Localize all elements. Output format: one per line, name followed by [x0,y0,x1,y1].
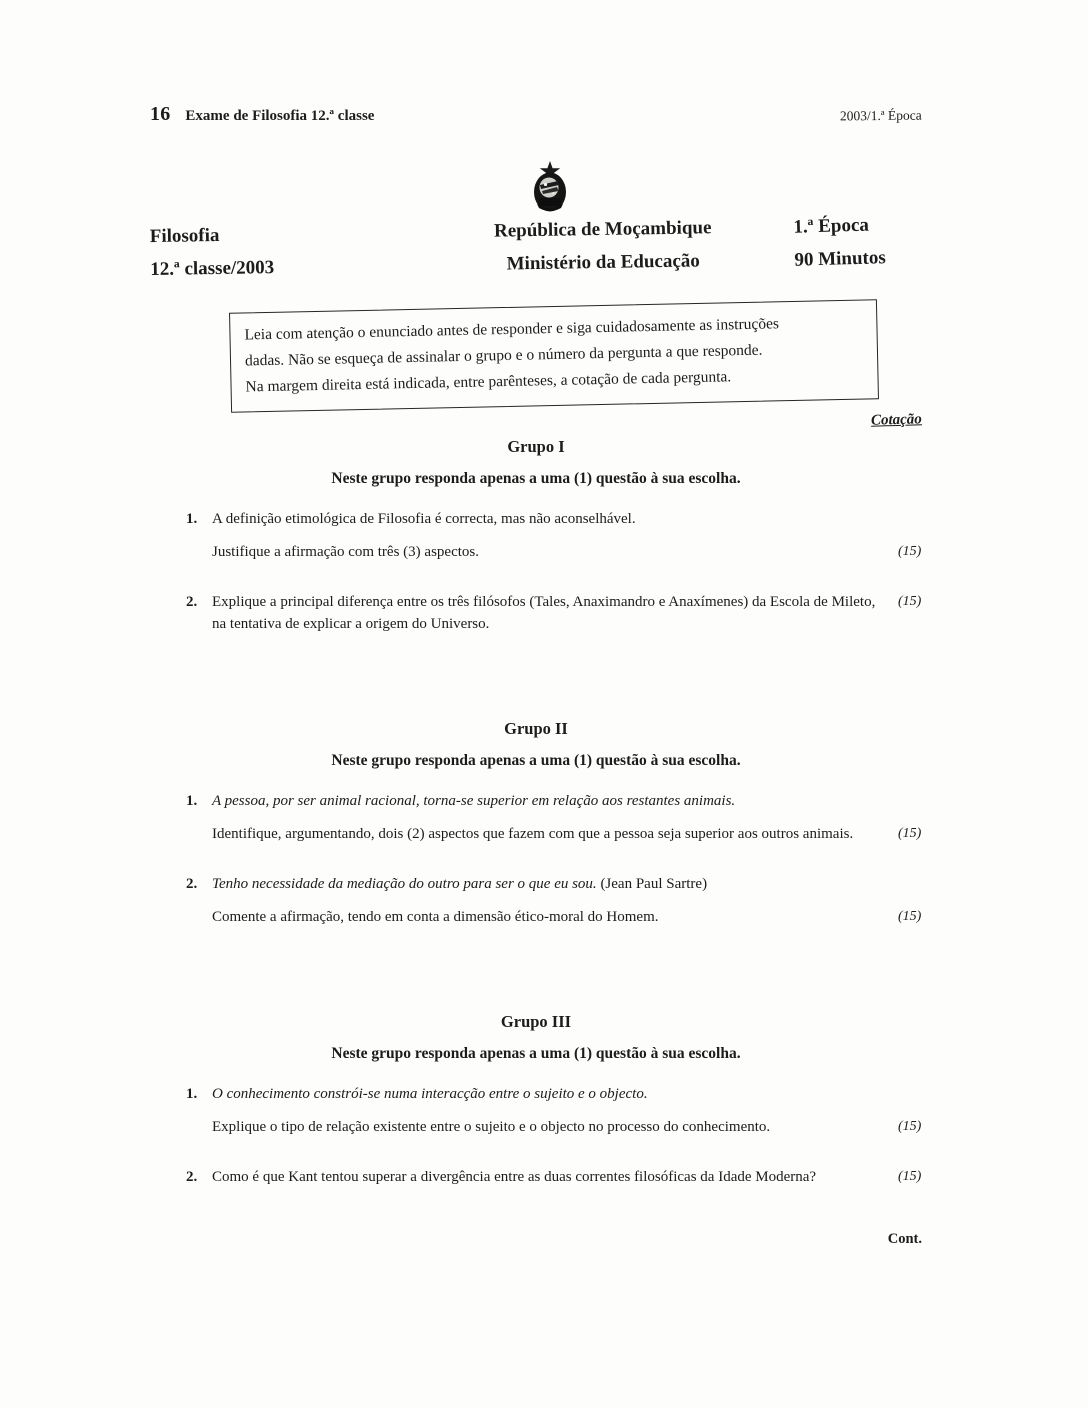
question-task-text: Como é que Kant tentou superar a divergência entre as duas correntes filosóficas da Idade Moderna? [212,1169,817,1185]
question-body [212,508,922,563]
question-statement [212,873,884,895]
question-score: (15) [898,909,922,924]
question-score: (15) [898,594,922,609]
question-number: 2. [186,876,198,892]
question [150,591,922,635]
question [150,873,922,928]
masthead-right [793,207,923,277]
question-body [212,873,922,928]
instruction-line: Leia com atenção o enunciado antes de responder e siga cuidadosamente as instruções [244,315,780,344]
ministry-label: Ministério da Educação [506,250,700,275]
subject-label: Filosofia [149,224,220,248]
question-body [212,591,922,635]
question-number: 1. [186,1086,198,1102]
masthead-center [411,210,794,282]
question [150,1083,922,1138]
class-year-label: 12.ª classe/2003 [150,257,275,281]
group-i [150,437,922,635]
edition-label: 2003/1.ª Época [840,107,923,124]
instruction-line: Na margem direita está indicada, entre parênteses, a cotação de cada pergunta. [245,368,732,396]
mozambique-coat-of-arms-icon [523,160,577,214]
group-title: Grupo II [504,719,568,738]
question-task-text: Comente a afirmação, tendo em conta a dimensão ético-moral do Homem. [212,909,659,925]
question-score: (15) [898,1169,922,1184]
question-body [212,790,922,845]
question-score: (15) [898,1119,922,1134]
running-head [150,103,922,126]
question-task [212,541,922,563]
question-statement-attribution: (Jean Paul Sartre) [596,876,708,892]
question-task-text: Justifique a afirmação com três (3) aspectos. [212,544,479,560]
group-ii [150,719,922,928]
question-number: 2. [186,594,198,610]
score-header-row [150,411,922,429]
question-body [212,1083,922,1138]
question-body [212,1166,922,1188]
instruction-box [229,299,879,413]
group-iii [150,1012,922,1188]
footer-row [150,1230,922,1248]
question-statement: O conhecimento constrói-se numa interacção entre o sujeito e o objecto. [212,1086,648,1102]
instruction-line: dadas. Não se esqueça de assinalar o grupo e o número da pergunta a que responde. [244,341,763,370]
group-title: Grupo III [500,1012,572,1031]
continuation-label: Cont. [887,1231,922,1247]
group-questions [150,1083,922,1188]
question-task [212,1116,922,1138]
question [150,790,922,845]
question-statement: A definição etimológica de Filosofia é correcta, mas não aconselhável. [212,511,636,527]
group-questions [150,790,922,928]
country-label: República de Moçambique [493,217,712,242]
question-task-text: Identifique, argumentando, dois (2) aspectos que fazem com que a pessoa seja superior aos outros animais. [212,826,854,842]
question-task [212,1166,922,1188]
page-content [150,0,922,1248]
question-task [212,591,922,635]
question-task-text: Explique o tipo de relação existente entre o sujeito e o objecto no processo do conhecimento. [212,1119,771,1135]
epoch-label: 1.ª Época [793,214,870,238]
running-head-left [150,103,374,126]
question-task-text: Explique a principal diferença entre os três filósofos (Tales, Anaximandro e Anaxímenes) da Escola de Mileto, na tentativa de explicar a origem do Universo. [212,594,876,632]
question-score: (15) [898,826,922,841]
group-title: Grupo I [507,437,565,456]
page-number: 16 [150,103,171,125]
group-instruction: Neste grupo responda apenas a uma (1) questão à sua escolha. [331,1045,741,1062]
question [150,1166,922,1188]
masthead-left [150,216,413,286]
group-instruction: Neste grupo responda apenas a uma (1) questão à sua escolha. [331,470,741,487]
question-task [212,906,922,928]
group-questions [150,508,922,635]
question-statement-quote: Tenho necessidade da mediação do outro para ser o que eu sou. [212,876,597,892]
duration-label: 90 Minutos [794,247,887,271]
question-statement: A pessoa, por ser animal racional, torna-se superior em relação aos restantes animais. [212,793,736,809]
group-instruction: Neste grupo responda apenas a uma (1) questão à sua escolha. [331,752,741,769]
score-column-header: Cotação [870,411,923,429]
question-number: 1. [186,511,198,527]
question [150,508,922,563]
question-number: 2. [186,1169,198,1185]
question-task [212,823,922,845]
exam-title: Exame de Filosofia 12.ª classe [185,108,375,124]
question-score: (15) [898,544,922,559]
question-number: 1. [186,793,198,809]
masthead [150,208,923,286]
